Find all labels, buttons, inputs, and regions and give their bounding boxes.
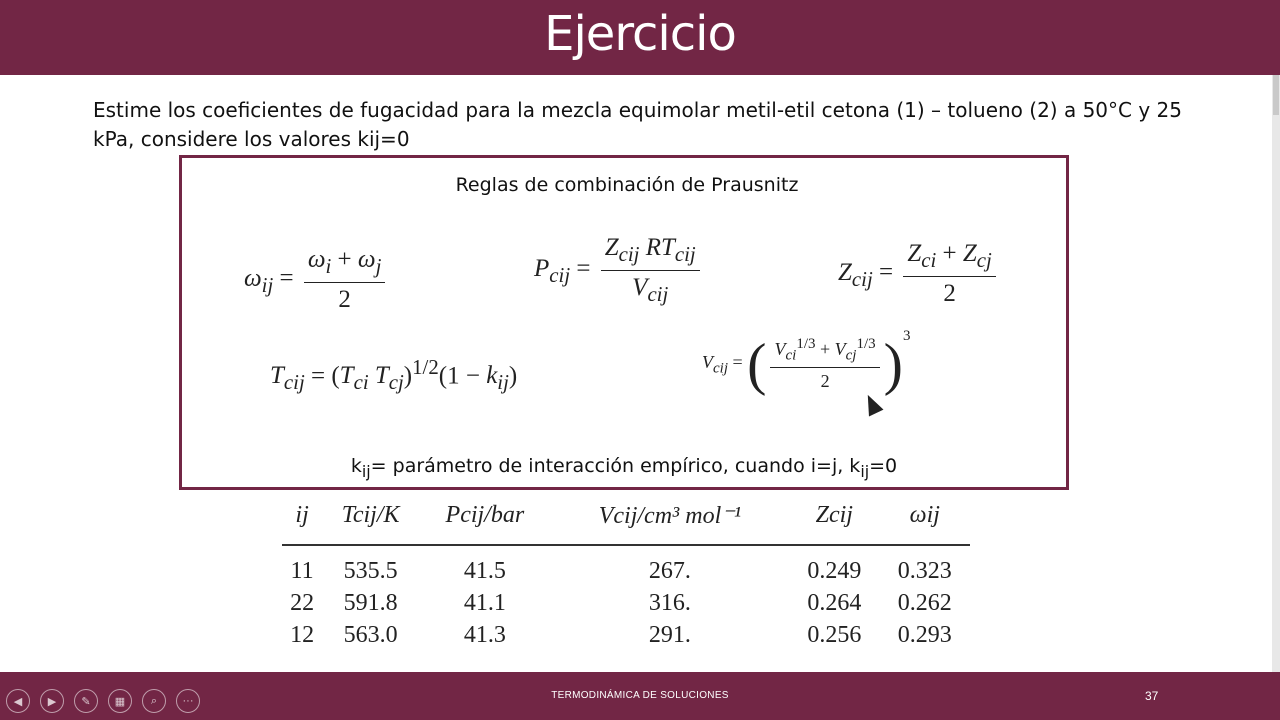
zoom-icon[interactable]: ⌕ [142, 689, 166, 713]
table-cell: 591.8 [343, 590, 398, 616]
header-ij: ij [282, 497, 322, 545]
table-cell: 535.5 [343, 558, 398, 584]
table-row [282, 587, 970, 619]
problem-statement: Estime los coeficientes de fugacidad para la mezcla equimolar metil-etil cetona (1) – tolueno (2) a 50°C y 25 kPa, considere los valores kij=0 [93, 98, 1182, 151]
slideshow-controls [6, 689, 200, 713]
table-cell: 291. [551, 619, 789, 674]
header-omega: ωij [880, 497, 970, 545]
slide-footer [0, 672, 1280, 720]
table-cell: 0.293 [880, 619, 970, 674]
slide-title: Ejercicio [544, 6, 736, 62]
table-cell: 11 [290, 558, 314, 584]
zc-rule-equation: $Z_{cij}$ = $\frac{Z_{ci} + Z_{cj}}{2}$ [838, 240, 1000, 308]
critical-properties-table [282, 497, 970, 675]
header-tc: Tcij/K [322, 497, 419, 545]
more-icon[interactable]: ··· [176, 689, 200, 713]
table-cell: 0.249 [807, 558, 862, 584]
kij-note: $k_{ij}=$ parámetro de interacción empírico, cuando i=j, $k_{ij}=0$ [350, 455, 898, 481]
table-cell: 563.0 [322, 619, 419, 674]
combination-rules-box [179, 155, 1069, 490]
table-row [282, 619, 970, 674]
table-cell: 267. [648, 558, 691, 584]
table-header-row [282, 497, 970, 545]
table-cell: 316. [648, 590, 691, 616]
scrollbar-thumb[interactable] [1273, 75, 1279, 115]
table-cell: 12 [282, 619, 322, 674]
next-icon[interactable]: ▶ [40, 689, 64, 713]
tc-rule-equation: $T_{cij} = (T_{ci}$ $T_{cj})^{1/2}(1 - k_{ij})$ [270, 355, 518, 395]
course-name: TERMODINÁMICA DE SOLUCIONES [551, 690, 729, 701]
pc-rule-equation: $P_{cij}$ = $\frac{Z_{cij} RT_{cij}}{V_{cij}}$ [534, 234, 704, 307]
table-cell: 41.3 [419, 619, 551, 674]
slide-header [0, 0, 1280, 75]
omega-rule-equation: $\omega_{ij}$ = $\frac{\omega_i + \omega_j}{2}$ [244, 246, 389, 314]
slides-icon[interactable]: ▦ [108, 689, 132, 713]
table-cell: 0.256 [789, 619, 879, 674]
header-vc: Vcij/cm³ mol⁻¹ [551, 497, 789, 545]
scrollbar[interactable] [1272, 75, 1280, 672]
page-number: 37 [1145, 689, 1159, 703]
vc-rule-equation: $V_{cij}$ = ( $\frac{V_{ci}^{1/3} + V_{cj}^{1/3}}{2}$ )$^3$ [702, 328, 911, 397]
table-cell: 41.1 [463, 590, 506, 616]
table-cell: 0.264 [807, 590, 862, 616]
table-cell: 22 [290, 590, 315, 616]
table-row [282, 545, 970, 587]
pen-icon[interactable]: ✎ [74, 689, 98, 713]
rules-heading: Reglas de combinación de Prausnitz [455, 174, 799, 196]
prev-icon[interactable]: ◀ [6, 689, 30, 713]
header-pc: Pcij/bar [419, 497, 551, 545]
table-cell: 0.323 [897, 558, 952, 584]
table-cell: 41.5 [463, 558, 506, 584]
header-zc: Zcij [789, 497, 879, 545]
table-cell: 0.262 [897, 590, 952, 616]
